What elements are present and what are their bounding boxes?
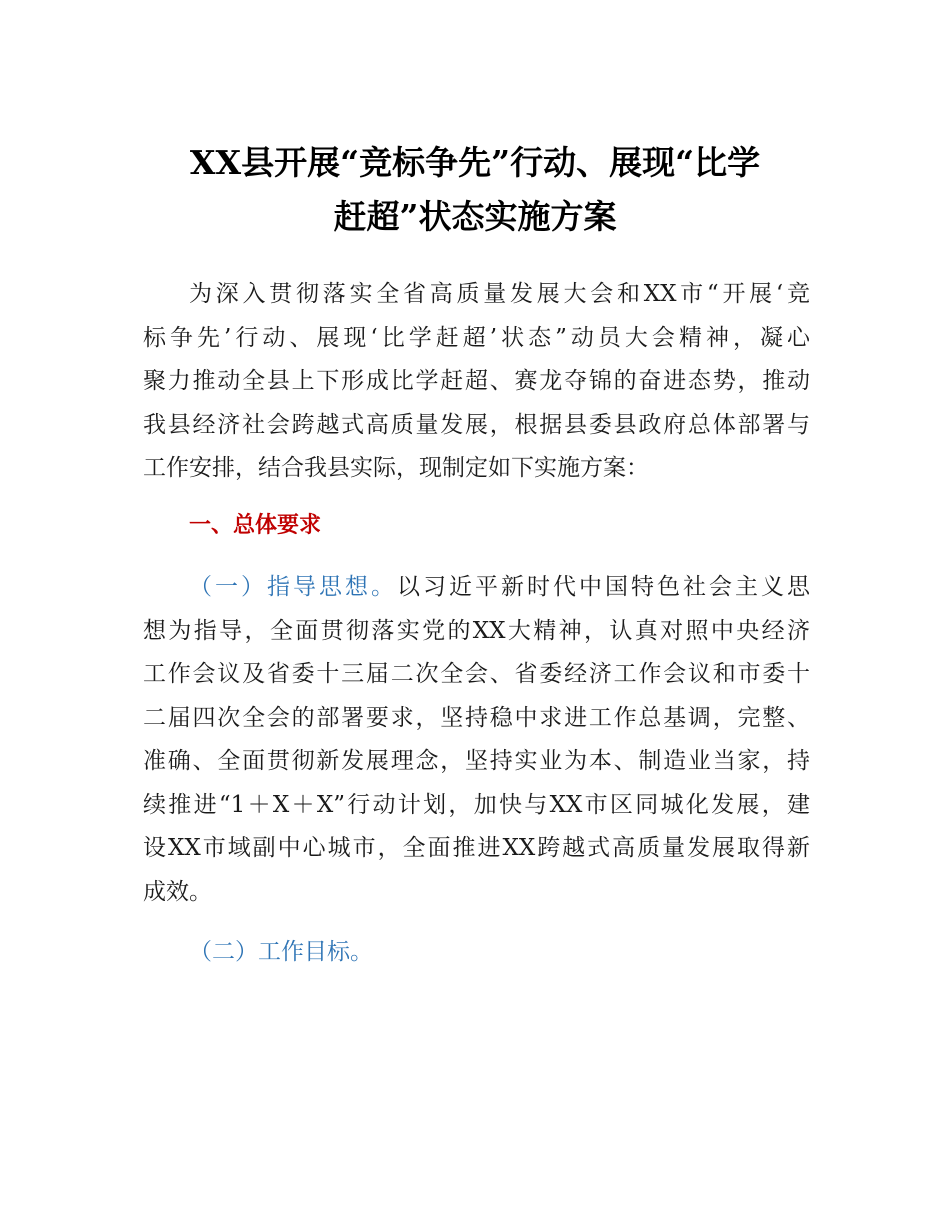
guide-line: 工作会议及省委十三届二次全会、省委经济工作会议和市委十 <box>143 661 810 687</box>
work-target-heading: （二）工作目标。 <box>189 939 373 965</box>
guide-line: 成效。 <box>143 878 212 905</box>
guide-first-text: 以习近平新时代中国特色社会主义思 <box>397 574 810 600</box>
intro-line: 我县经济社会跨越式高质量发展，根据县委县政府总体部署与 <box>143 411 810 438</box>
guide-first-line <box>143 566 810 610</box>
intro-line: 聚力推动全县上下形成比学赶超、赛龙夺锦的奋进态势，推动 <box>143 368 810 394</box>
intro-paragraph <box>143 273 810 491</box>
document-title <box>140 136 810 244</box>
guide-line: 想为指导，全面贯彻落实党的XX大精神，认真对照中央经济 <box>143 617 810 644</box>
intro-line: 为深入贯彻落实全省高质量发展大会和XX市“开展‘竞 <box>189 281 810 307</box>
title-line-2: 赶超”状态实施方案 <box>333 197 617 236</box>
title-line-1: XX县开展“竞标争先”行动、展现“比学 <box>189 143 761 182</box>
guiding-ideology-label: （一）指导思想。 <box>189 574 397 600</box>
guide-line: 续推进“1＋X＋X”行动计划，加快与XX市区同城化发展，建 <box>143 791 810 818</box>
section-heading-general-requirements: 一、总体要求 <box>189 513 322 538</box>
intro-line: 标争先’行动、展现‘比学赶超’状态”动员大会精神，凝心 <box>143 324 810 351</box>
guiding-ideology-paragraph <box>143 566 810 914</box>
guide-line: 设XX市域副中心城市，全面推进XX跨越式高质量发展取得新 <box>143 835 810 861</box>
guide-line: 二届四次全会的部署要求，坚持稳中求进工作总基调，完整、 <box>143 704 810 731</box>
guide-line: 准确、全面贯彻新发展理念，坚持实业为本、制造业当家，持 <box>143 748 810 774</box>
intro-line: 工作安排，结合我县实际，现制定如下实施方案： <box>143 455 649 481</box>
